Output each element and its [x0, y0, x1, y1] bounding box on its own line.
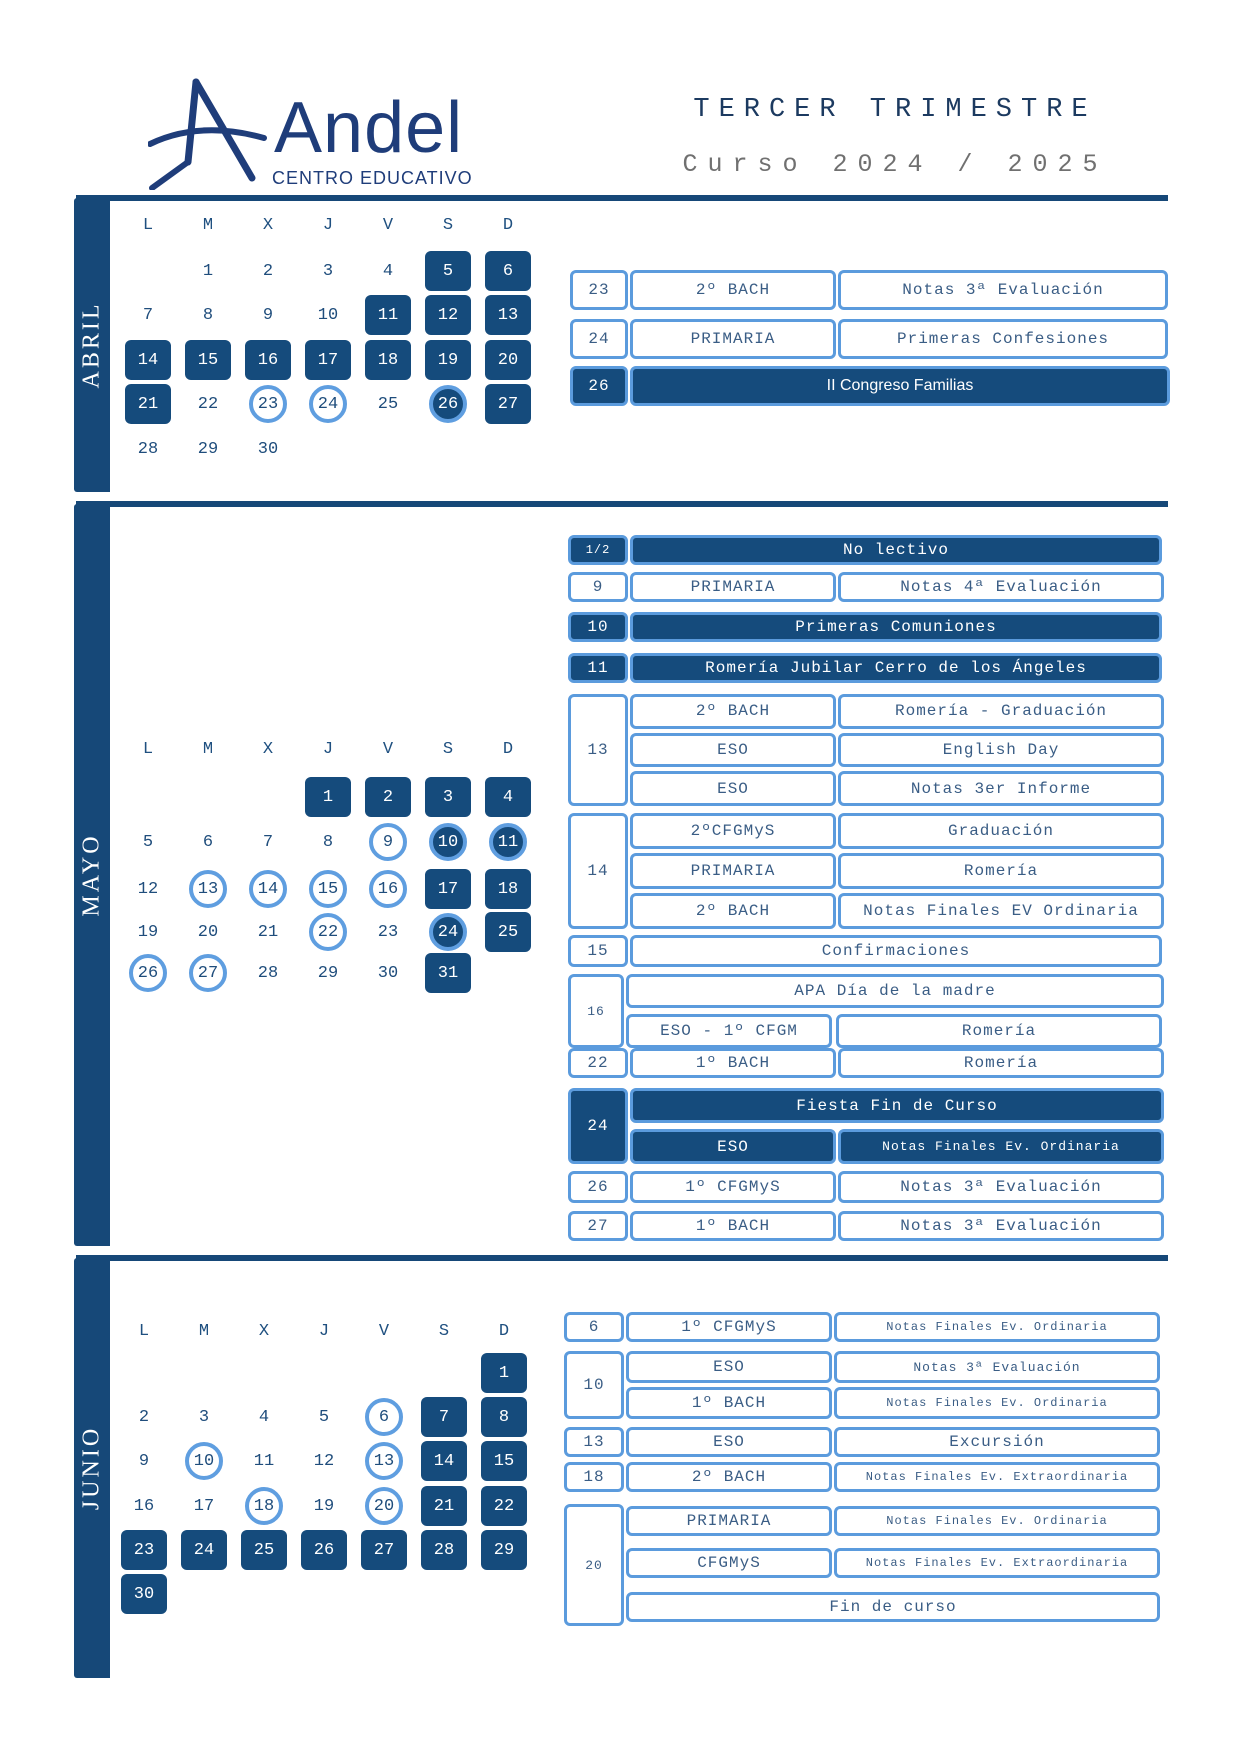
event-date: 10 — [568, 612, 628, 642]
calendar-day[interactable]: 9 — [369, 823, 407, 861]
weekday-header: V — [382, 740, 394, 759]
event-description: Fin de curso — [626, 1592, 1160, 1622]
weekday-header: M — [198, 1322, 210, 1341]
calendar-day[interactable]: 3 — [198, 1407, 210, 1427]
calendar-day[interactable]: 7 — [262, 832, 274, 852]
calendar-day[interactable]: 23 — [377, 922, 399, 942]
event-date: 11 — [568, 653, 628, 683]
event-description: Romería - Graduación — [838, 694, 1164, 729]
event-description: Excursión — [834, 1427, 1160, 1457]
event-group: PRIMARIA — [630, 853, 836, 889]
weekday-header: D — [498, 1322, 510, 1341]
month-label: ABRIL — [78, 301, 105, 389]
event-date: 27 — [568, 1211, 628, 1241]
calendar-day[interactable]: 29 — [317, 963, 339, 983]
calendar-day[interactable]: 1 — [481, 1353, 527, 1393]
calendar-day[interactable]: 2 — [262, 261, 274, 281]
event-description: Notas 3ª Evaluación — [834, 1351, 1160, 1383]
calendar-day[interactable]: 15 — [481, 1441, 527, 1481]
event-group: ESO — [626, 1351, 832, 1383]
event-date: 15 — [568, 935, 628, 967]
calendar-day[interactable]: 26 — [129, 954, 167, 992]
event-group: 2º BACH — [630, 694, 836, 729]
event-description: APA Día de la madre — [626, 974, 1164, 1008]
calendar-day[interactable]: 7 — [421, 1397, 467, 1437]
weekday-header: D — [502, 216, 514, 235]
event-description: Notas 4ª Evaluación — [838, 572, 1164, 602]
calendar-day[interactable]: 3 — [425, 777, 471, 817]
calendar-day[interactable]: 17 — [305, 340, 351, 380]
event-description: Notas Finales Ev. Ordinaria — [834, 1506, 1160, 1536]
calendar-day[interactable]: 30 — [257, 439, 279, 459]
event-group: ESO — [630, 1129, 836, 1164]
calendar-day[interactable]: 14 — [125, 340, 171, 380]
page-title: TERCER TRIMESTRE — [693, 95, 1097, 125]
calendar-day[interactable]: 27 — [485, 384, 531, 424]
calendar-day[interactable]: 8 — [322, 832, 334, 852]
event-group: 2º BACH — [626, 1462, 832, 1492]
calendar-day[interactable]: 26 — [429, 385, 467, 423]
calendar-day[interactable]: 19 — [137, 922, 159, 942]
month-label: JUNIO — [78, 1425, 105, 1511]
brand-subtitle: CENTRO EDUCATIVO — [272, 168, 473, 188]
calendar-day[interactable]: 21 — [257, 922, 279, 942]
event-description: Primeras Comuniones — [630, 612, 1162, 642]
event-date: 13 — [564, 1427, 624, 1457]
event-description: Romería — [838, 1048, 1164, 1078]
calendar-day[interactable]: 11 — [489, 823, 527, 861]
event-description: Confirmaciones — [630, 935, 1162, 967]
weekday-header: X — [262, 216, 274, 235]
calendar-day[interactable]: 28 — [257, 963, 279, 983]
event-description: Notas 3ª Evaluación — [838, 1171, 1164, 1203]
calendar-day[interactable]: 4 — [382, 261, 394, 281]
calendar-day[interactable]: 18 — [365, 340, 411, 380]
mayo-month-bar — [74, 504, 110, 1246]
event-group: ESO - 1º CFGM — [626, 1014, 832, 1048]
event-date: 18 — [564, 1462, 624, 1492]
calendar-day[interactable]: 11 — [365, 295, 411, 335]
calendar-day[interactable]: 10 — [185, 1442, 223, 1480]
calendar-day[interactable]: 7 — [142, 305, 154, 325]
event-description: Notas 3ª Evaluación — [838, 1211, 1164, 1241]
event-group: PRIMARIA — [626, 1506, 832, 1536]
calendar-day[interactable]: 25 — [377, 394, 399, 414]
event-date: 13 — [568, 694, 628, 806]
calendar-day[interactable]: 2 — [365, 777, 411, 817]
weekday-header: X — [258, 1322, 270, 1341]
calendar-day[interactable]: 3 — [322, 261, 334, 281]
weekday-header: J — [322, 216, 334, 235]
calendar-day[interactable]: 22 — [309, 913, 347, 951]
calendar-day[interactable]: 20 — [485, 340, 531, 380]
calendar-day[interactable]: 12 — [137, 879, 159, 899]
calendar-day[interactable]: 11 — [253, 1451, 275, 1471]
event-date: 14 — [568, 813, 628, 929]
event-date: 9 — [568, 572, 628, 602]
calendar-day[interactable]: 29 — [481, 1530, 527, 1570]
weekday-header: S — [442, 216, 454, 235]
event-description: No lectivo — [630, 535, 1162, 565]
calendar-day[interactable]: 22 — [481, 1486, 527, 1526]
weekday-header: L — [142, 216, 154, 235]
event-group: 1º BACH — [630, 1211, 836, 1241]
event-date: 23 — [570, 270, 628, 310]
event-group: 1º BACH — [626, 1387, 832, 1419]
weekday-header: L — [142, 740, 154, 759]
event-date: 16 — [568, 974, 624, 1048]
event-description: Notas Finales Ev. Ordinaria — [834, 1387, 1160, 1419]
calendar-day[interactable]: 30 — [377, 963, 399, 983]
weekday-header: V — [378, 1322, 390, 1341]
calendar-day[interactable]: 10 — [317, 305, 339, 325]
calendar-day[interactable]: 31 — [425, 953, 471, 993]
event-description: Graduación — [838, 813, 1164, 849]
calendar-day[interactable]: 21 — [125, 384, 171, 424]
event-description: Romería — [838, 853, 1164, 889]
event-date: 26 — [568, 1171, 628, 1203]
calendar-day[interactable]: 16 — [245, 340, 291, 380]
weekday-header: V — [382, 216, 394, 235]
calendar-day[interactable]: 13 — [189, 870, 227, 908]
event-description: Romería — [836, 1014, 1162, 1048]
event-group: 2º BACH — [630, 270, 836, 310]
event-description: Notas Finales Ev. Extraordinaria — [834, 1462, 1160, 1492]
calendar-day[interactable]: 6 — [365, 1398, 403, 1436]
calendar-day[interactable]: 17 — [425, 869, 471, 909]
calendar-day[interactable]: 1 — [305, 777, 351, 817]
calendar-day[interactable]: 1 — [202, 261, 214, 281]
calendar-day[interactable]: 14 — [421, 1441, 467, 1481]
calendar-day[interactable]: 4 — [485, 777, 531, 817]
event-group: CFGMyS — [626, 1548, 832, 1578]
calendar-day[interactable]: 5 — [318, 1407, 330, 1427]
event-date: 24 — [568, 1088, 628, 1164]
event-date: 24 — [570, 319, 628, 359]
calendar-day[interactable]: 23 — [121, 1530, 167, 1570]
calendar-day[interactable]: 8 — [481, 1397, 527, 1437]
calendar-day[interactable]: 23 — [249, 385, 287, 423]
weekday-header: D — [502, 740, 514, 759]
calendar-day[interactable]: 30 — [121, 1574, 167, 1614]
event-group: 1º BACH — [630, 1048, 836, 1078]
calendar-day[interactable]: 26 — [301, 1530, 347, 1570]
calendar-day[interactable]: 8 — [202, 305, 214, 325]
event-group: 1º CFGMyS — [626, 1312, 832, 1342]
event-group: ESO — [630, 733, 836, 768]
weekday-header: S — [442, 740, 454, 759]
event-description: II Congreso Familias — [630, 366, 1170, 406]
calendar-day[interactable]: 27 — [361, 1530, 407, 1570]
calendar-day[interactable]: 15 — [185, 340, 231, 380]
event-group: 1º CFGMyS — [630, 1171, 836, 1203]
calendar-day[interactable]: 27 — [189, 954, 227, 992]
event-description: Notas Finales Ev. Ordinaria — [838, 1129, 1164, 1164]
page-subtitle: Curso 2024 / 2025 — [682, 150, 1108, 179]
calendar-day[interactable]: 6 — [202, 832, 214, 852]
calendar-day[interactable]: 10 — [429, 823, 467, 861]
calendar-day[interactable]: 14 — [249, 870, 287, 908]
calendar-day[interactable]: 19 — [425, 340, 471, 380]
calendar-day[interactable]: 17 — [193, 1496, 215, 1516]
calendar-day[interactable]: 19 — [313, 1496, 335, 1516]
event-group: 2º BACH — [630, 893, 836, 929]
calendar-day[interactable]: 22 — [197, 394, 219, 414]
calendar-day[interactable]: 20 — [197, 922, 219, 942]
event-date: 22 — [568, 1048, 628, 1078]
event-description: Notas Finales Ev. Extraordinaria — [834, 1548, 1160, 1578]
event-group: PRIMARIA — [630, 319, 836, 359]
event-description: Notas Finales Ev. Ordinaria — [834, 1312, 1160, 1342]
calendar-day[interactable]: 25 — [241, 1530, 287, 1570]
abril-month-bar — [74, 198, 110, 492]
weekday-header: S — [438, 1322, 450, 1341]
event-description: Notas Finales EV Ordinaria — [838, 893, 1164, 929]
junio-month-bar — [74, 1258, 110, 1678]
calendar-day[interactable]: 6 — [485, 251, 531, 291]
event-date: 10 — [564, 1351, 624, 1419]
event-group: ESO — [626, 1427, 832, 1457]
calendar-day[interactable]: 12 — [313, 1451, 335, 1471]
weekday-header: M — [202, 740, 214, 759]
calendar-day[interactable]: 16 — [133, 1496, 155, 1516]
calendar-day[interactable]: 21 — [421, 1486, 467, 1526]
event-date: 20 — [564, 1504, 624, 1626]
event-date: 1/2 — [568, 535, 628, 565]
weekday-header: M — [202, 216, 214, 235]
event-date: 6 — [564, 1312, 624, 1342]
calendar-day[interactable]: 9 — [262, 305, 274, 325]
mayo-divider — [76, 501, 1168, 507]
junio-divider — [76, 1255, 1168, 1261]
event-description: Romería Jubilar Cerro de los Ángeles — [630, 653, 1162, 683]
abril-divider — [76, 195, 1168, 201]
calendar-day[interactable]: 20 — [365, 1487, 403, 1525]
calendar-day[interactable]: 16 — [369, 870, 407, 908]
event-description: Notas 3er Informe — [838, 771, 1164, 806]
calendar-day[interactable]: 2 — [138, 1407, 150, 1427]
event-group: 2ºCFGMyS — [630, 813, 836, 849]
event-description: Notas 3ª Evaluación — [838, 270, 1168, 310]
calendar-day[interactable]: 15 — [309, 870, 347, 908]
event-description: Fiesta Fin de Curso — [630, 1088, 1164, 1123]
month-label: MAYO — [78, 833, 105, 917]
calendar-day[interactable]: 13 — [365, 1442, 403, 1480]
calendar-day[interactable]: 24 — [309, 385, 347, 423]
calendar-day[interactable]: 12 — [425, 295, 471, 335]
calendar-day[interactable]: 28 — [421, 1530, 467, 1570]
event-group: PRIMARIA — [630, 572, 836, 602]
calendar-day[interactable]: 5 — [425, 251, 471, 291]
calendar-day[interactable]: 4 — [258, 1407, 270, 1427]
calendar-day[interactable]: 18 — [485, 869, 531, 909]
brand-name: Andel — [274, 88, 464, 168]
calendar-day[interactable]: 28 — [137, 439, 159, 459]
weekday-header: J — [318, 1322, 330, 1341]
event-date: 26 — [570, 366, 628, 406]
calendar-day[interactable]: 24 — [181, 1530, 227, 1570]
weekday-header: X — [262, 740, 274, 759]
calendar-day[interactable]: 18 — [245, 1487, 283, 1525]
calendar-day[interactable]: 25 — [485, 912, 531, 952]
calendar-day[interactable]: 24 — [429, 913, 467, 951]
calendar-day[interactable]: 13 — [485, 295, 531, 335]
event-description: Primeras Confesiones — [838, 319, 1168, 359]
calendar-day[interactable]: 9 — [138, 1451, 150, 1471]
event-description: English Day — [838, 733, 1164, 768]
calendar-day[interactable]: 29 — [197, 439, 219, 459]
event-group: ESO — [630, 771, 836, 806]
weekday-header: J — [322, 740, 334, 759]
calendar-day[interactable]: 5 — [142, 832, 154, 852]
weekday-header: L — [138, 1322, 150, 1341]
